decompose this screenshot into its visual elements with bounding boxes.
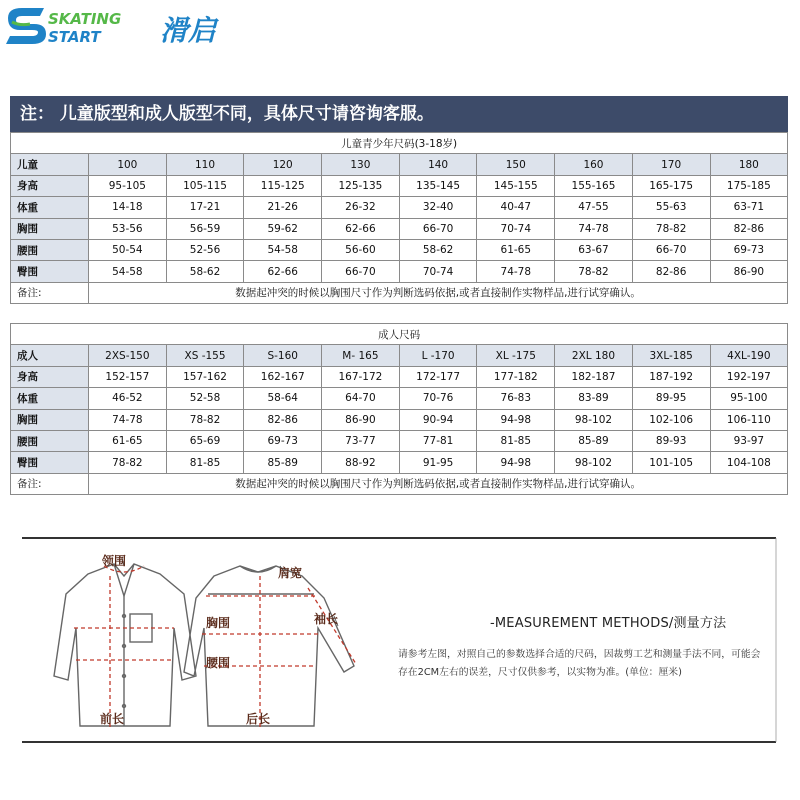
adult-table-caption: 成人尺码 (11, 324, 788, 345)
adult-size-cell: XS -155 (166, 345, 244, 366)
table-cell: 86-90 (710, 261, 788, 282)
kids-note-label: 备注: (11, 282, 89, 303)
table-cell: 26-32 (322, 197, 400, 218)
table-cell: 78-82 (89, 452, 167, 473)
row-label: 体重 (11, 388, 89, 409)
table-cell: 152-157 (89, 366, 167, 387)
table-cell: 182-187 (555, 366, 633, 387)
table-cell: 61-65 (477, 239, 555, 260)
logo-swoosh-icon (6, 8, 46, 44)
shirt-measurement-diagram (18, 536, 780, 744)
table-cell: 187-192 (632, 366, 710, 387)
table-cell: 63-71 (710, 197, 788, 218)
table-cell: 85-89 (555, 430, 633, 451)
table-cell: 85-89 (244, 452, 322, 473)
table-cell: 66-70 (399, 218, 477, 239)
table-cell: 83-89 (555, 388, 633, 409)
adult-size-cell: 4XL-190 (710, 345, 788, 366)
table-cell: 73-77 (322, 430, 400, 451)
table-cell: 172-177 (399, 366, 477, 387)
adult-header-label: 成人 (11, 345, 89, 366)
table-row (11, 430, 788, 451)
table-cell: 55-63 (632, 197, 710, 218)
table-cell: 54-58 (89, 261, 167, 282)
table-cell: 74-78 (477, 261, 555, 282)
table-cell: 91-95 (399, 452, 477, 473)
logo-cn: 滑启 (160, 14, 217, 47)
table-cell: 70-74 (399, 261, 477, 282)
table-cell: 175-185 (710, 175, 788, 196)
table-cell: 66-70 (322, 261, 400, 282)
table-cell: 88-92 (322, 452, 400, 473)
table-row (11, 197, 788, 218)
logo-line1: SKATING (48, 10, 122, 28)
table-cell: 76-83 (477, 388, 555, 409)
table-cell: 81-85 (477, 430, 555, 451)
measurement-methods-title: -MEASUREMENT METHODS/测量方法 (490, 616, 727, 631)
adult-size-cell: L -170 (399, 345, 477, 366)
adult-note-row (11, 473, 788, 494)
logo-line2: START (48, 28, 101, 46)
table-cell: 69-73 (710, 239, 788, 260)
table-cell: 82-86 (710, 218, 788, 239)
table-cell: 78-82 (632, 218, 710, 239)
table-cell: 95-100 (710, 388, 788, 409)
table-cell: 157-162 (166, 366, 244, 387)
table-cell: 95-105 (89, 175, 167, 196)
table-cell: 78-82 (166, 409, 244, 430)
label-back-length: 后长 (246, 712, 271, 726)
table-cell: 106-110 (710, 409, 788, 430)
table-cell: 59-62 (244, 218, 322, 239)
table-cell: 104-108 (710, 452, 788, 473)
kids-size-cell: 150 (477, 154, 555, 175)
table-cell: 165-175 (632, 175, 710, 196)
table-cell: 69-73 (244, 430, 322, 451)
measurement-methods-text: 请参考左图，对照自己的参数选择合适的尺码，因裁剪工艺和测量手法不同，可能会存在2CM左右的误差，尺寸仅供参考，以实物为准。(单位：厘米) (398, 649, 761, 678)
table-cell: 58-62 (399, 239, 477, 260)
table-cell: 64-70 (322, 388, 400, 409)
table-cell: 101-105 (632, 452, 710, 473)
table-cell: 192-197 (710, 366, 788, 387)
adult-header-row (11, 345, 788, 366)
table-cell: 54-58 (244, 239, 322, 260)
adult-size-cell: XL -175 (477, 345, 555, 366)
table-cell: 115-125 (244, 175, 322, 196)
table-cell: 98-102 (555, 452, 633, 473)
table-cell: 62-66 (322, 218, 400, 239)
table-cell: 61-65 (89, 430, 167, 451)
table-cell: 77-81 (399, 430, 477, 451)
adult-size-cell: 2XL 180 (555, 345, 633, 366)
adult-note: 数据起冲突的时候以胸围尺寸作为判断选码依据,或者直接制作实物样品,进行试穿确认。 (89, 473, 788, 494)
table-cell: 102-106 (632, 409, 710, 430)
table-cell: 56-59 (166, 218, 244, 239)
adult-size-cell: M- 165 (322, 345, 400, 366)
table-cell: 94-98 (477, 452, 555, 473)
table-cell: 70-76 (399, 388, 477, 409)
table-cell: 94-98 (477, 409, 555, 430)
notice-banner: 注： 儿童版型和成人版型不同，具体尺寸请咨询客服。 (10, 96, 788, 132)
row-label: 身高 (11, 175, 89, 196)
brand-logo (0, 0, 260, 60)
kids-size-cell: 120 (244, 154, 322, 175)
kids-note: 数据起冲突的时候以胸围尺寸作为判断选码依据,或者直接制作实物样品,进行试穿确认。 (89, 282, 788, 303)
table-cell: 58-62 (166, 261, 244, 282)
table-cell: 167-172 (322, 366, 400, 387)
kids-size-cell: 110 (166, 154, 244, 175)
table-cell: 66-70 (632, 239, 710, 260)
table-row (11, 239, 788, 260)
adult-body (11, 366, 788, 473)
table-cell: 135-145 (399, 175, 477, 196)
row-label: 臀围 (11, 452, 89, 473)
table-cell: 17-21 (166, 197, 244, 218)
table-cell: 177-182 (477, 366, 555, 387)
table-cell: 162-167 (244, 366, 322, 387)
table-cell: 40-47 (477, 197, 555, 218)
kids-size-cell: 170 (632, 154, 710, 175)
adult-size-cell: 3XL-185 (632, 345, 710, 366)
table-cell: 53-56 (89, 218, 167, 239)
table-cell: 58-64 (244, 388, 322, 409)
label-chest: 胸围 (206, 616, 231, 630)
label-front-length: 前长 (100, 712, 125, 726)
table-cell: 86-90 (322, 409, 400, 430)
table-cell: 32-40 (399, 197, 477, 218)
table-row (11, 452, 788, 473)
table-row (11, 261, 788, 282)
label-shoulder: 肩宽 (278, 566, 303, 580)
table-row (11, 218, 788, 239)
table-cell: 82-86 (632, 261, 710, 282)
table-cell: 63-67 (555, 239, 633, 260)
kids-header-label: 儿童 (11, 154, 89, 175)
table-cell: 65-69 (166, 430, 244, 451)
table-cell: 56-60 (322, 239, 400, 260)
table-cell: 21-26 (244, 197, 322, 218)
table-cell: 14-18 (89, 197, 167, 218)
kids-size-cell: 160 (555, 154, 633, 175)
table-cell: 98-102 (555, 409, 633, 430)
table-cell: 93-97 (710, 430, 788, 451)
table-cell: 105-115 (166, 175, 244, 196)
table-cell: 52-58 (166, 388, 244, 409)
adult-size-cell: 2XS-150 (89, 345, 167, 366)
row-label: 体重 (11, 197, 89, 218)
kids-note-row (11, 282, 788, 303)
table-cell: 89-93 (632, 430, 710, 451)
table-cell: 81-85 (166, 452, 244, 473)
table-cell: 155-165 (555, 175, 633, 196)
kids-table-caption: 儿童青少年尺码(3-18岁) (11, 133, 788, 154)
row-label: 胸围 (11, 218, 89, 239)
table-cell: 74-78 (89, 409, 167, 430)
adult-size-table (10, 323, 788, 495)
kids-size-cell: 140 (399, 154, 477, 175)
table-cell: 47-55 (555, 197, 633, 218)
table-cell: 50-54 (89, 239, 167, 260)
kids-size-cell: 180 (710, 154, 788, 175)
kids-size-cell: 100 (89, 154, 167, 175)
table-cell: 70-74 (477, 218, 555, 239)
table-row (11, 175, 788, 196)
table-cell: 52-56 (166, 239, 244, 260)
label-waist: 腰围 (206, 656, 231, 670)
front-shirt-icon (54, 564, 196, 726)
table-cell: 125-135 (322, 175, 400, 196)
measurement-lines (74, 566, 356, 728)
table-cell: 46-52 (89, 388, 167, 409)
kids-body (11, 175, 788, 282)
table-cell: 78-82 (555, 261, 633, 282)
table-row (11, 366, 788, 387)
label-sleeve: 袖长 (314, 612, 339, 626)
row-label: 胸围 (11, 409, 89, 430)
kids-header-row (11, 154, 788, 175)
table-cell: 145-155 (477, 175, 555, 196)
adult-size-cell: S-160 (244, 345, 322, 366)
table-cell: 89-95 (632, 388, 710, 409)
row-label: 腰围 (11, 239, 89, 260)
table-cell: 62-66 (244, 261, 322, 282)
kids-size-cell: 130 (322, 154, 400, 175)
kids-size-table (10, 132, 788, 304)
table-cell: 74-78 (555, 218, 633, 239)
label-collar: 领围 (102, 554, 127, 568)
row-label: 身高 (11, 366, 89, 387)
table-row (11, 388, 788, 409)
table-cell: 90-94 (399, 409, 477, 430)
row-label: 臀围 (11, 261, 89, 282)
back-shirt-icon (184, 566, 354, 726)
table-row (11, 409, 788, 430)
table-cell: 82-86 (244, 409, 322, 430)
adult-note-label: 备注: (11, 473, 89, 494)
row-label: 腰围 (11, 430, 89, 451)
